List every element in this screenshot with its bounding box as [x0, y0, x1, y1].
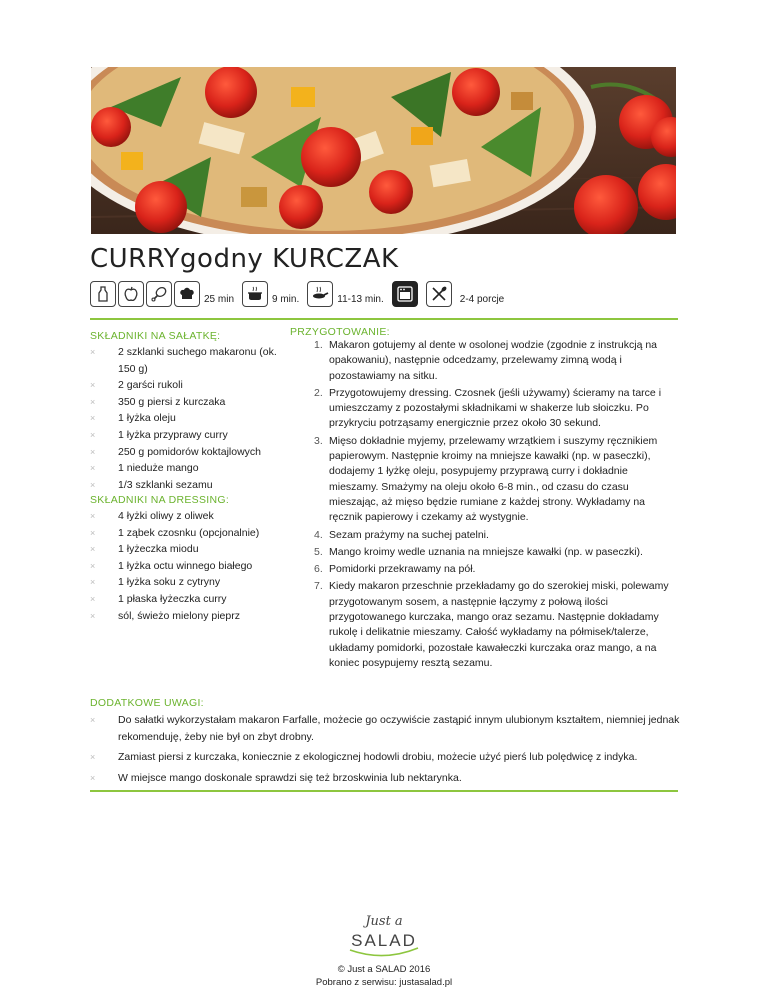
cook-time-pan: 11-13 min.: [337, 294, 384, 305]
divider-bottom: [90, 790, 678, 792]
list-item: [90, 410, 290, 427]
bullet-marker: ×: [90, 527, 96, 538]
note-text: W miejsce mango doskonale sprawdzi się też brzoskwinia lub nektarynka.: [118, 771, 462, 784]
note-text: Do sałatki wykorzystałam makaron Farfalle, możecie go oczywiście zastąpić innym ulubionym kształtem, niemniej jednak rekomenduję, żeby nie był on zbyt drobny.: [118, 714, 680, 743]
preparation-step: [292, 338, 676, 384]
note-item: [90, 712, 680, 745]
divider-top: [90, 318, 678, 320]
step-text: Makaron gotujemy al dente w osolonej wodzie (zgodnie z instrukcją na opakowaniu), następnie odcedzamy, przelewamy zimną wodą i pozostawiamy na sitku.: [329, 339, 658, 382]
notes-list: [90, 712, 680, 790]
preparation-step: [292, 528, 676, 543]
step-number: 4.: [314, 528, 323, 541]
step-number: 7.: [314, 580, 323, 593]
salad-ingredients-list: [90, 344, 290, 493]
list-item-text: 1 płaska łyżeczka curry: [118, 592, 227, 605]
preparation-steps: [292, 338, 676, 673]
list-item: [90, 344, 290, 377]
source-text: Pobrano z serwisu: justasalad.pl: [315, 977, 453, 988]
list-item-text: 1 ząbek czosnku (opcjonalnie): [118, 526, 260, 539]
drumstick-icon: [146, 281, 172, 307]
list-item-text: 2 garści rukoli: [118, 379, 183, 392]
pan-icon: [307, 281, 333, 307]
salad-ingredients-heading: SKŁADNIKI NA SAŁATKĘ:: [90, 330, 221, 342]
list-item: [90, 508, 290, 525]
preparation-heading: PRZYGOTOWANIE:: [290, 326, 390, 338]
list-item: [90, 394, 290, 411]
preparation-step: [292, 579, 676, 671]
hero-photo: [91, 67, 676, 234]
bullet-marker: ×: [90, 429, 96, 440]
list-item-text: 350 g piersi z kurczaka: [118, 395, 226, 408]
pot-icon: [242, 281, 268, 307]
bullet-marker: ×: [90, 715, 96, 725]
step-number: 5.: [314, 545, 323, 558]
list-item-text: 2 szklanki suchego makaronu (ok. 150 g): [118, 346, 277, 375]
bullet-marker: ×: [90, 577, 96, 588]
list-item-text: 1 łyżka przyprawy curry: [118, 428, 228, 441]
list-item: [90, 377, 290, 394]
apple-icon: [118, 281, 144, 307]
list-item: [90, 460, 290, 477]
just-a-salad-logo: [336, 910, 432, 960]
notes-heading: DODATKOWE UWAGI:: [90, 697, 204, 709]
oven-icon: [392, 281, 418, 307]
bullet-marker: ×: [90, 347, 96, 357]
list-item-text: 1/3 szklanki sezamu: [118, 478, 213, 491]
bullet-marker: ×: [90, 752, 96, 763]
step-text: Pomidorki przekrawamy na pół.: [329, 563, 476, 576]
recipe-title: CURRYgodny KURCZAK: [90, 244, 399, 274]
list-item: [90, 574, 290, 591]
prep-time: 25 min: [204, 294, 235, 305]
bullet-marker: ×: [90, 413, 96, 424]
note-text: Zamiast piersi z kurczaka, koniecznie z ekologicznej hodowli drobiu, możecie użyć pierś lub polędwicę z indyka.: [118, 751, 638, 764]
list-item: [90, 444, 290, 461]
bullet-marker: ×: [90, 593, 96, 604]
list-item-text: 250 g pomidorów koktajlowych: [118, 445, 261, 458]
note-item: [90, 749, 680, 766]
dressing-ingredients-heading: SKŁADNIKI NA DRESSING:: [90, 494, 230, 506]
list-item-text: 1 łyżka soku z cytryny: [118, 576, 221, 589]
bullet-marker: ×: [90, 479, 96, 490]
servings: 2-4 porcje: [459, 294, 505, 305]
list-item: [90, 608, 290, 625]
bullet-marker: ×: [90, 463, 96, 474]
list-item: [90, 427, 290, 444]
list-item-text: 4 łyżki oliwy z oliwek: [118, 510, 214, 522]
list-item: [90, 477, 290, 494]
step-text: Mięso dokładnie myjemy, przelewamy wrzątkiem i suszymy ręcznikiem papierowym. Następnie kroimy na mniejsze kawałki (np. w paseczki), dodajemy 1 łyżkę oleju, posypujemy przyprawą curry i dokładnie mieszamy. Smażymy na oleju około 6-8 min., od czasu do czasu mieszając, aż mięso będzie rumiane z każdej strony. Wykładamy na ręcznik papierowy i czekamy aż wystygnie.: [329, 434, 658, 524]
chef-hat-icon: [174, 281, 200, 307]
list-item-text: 1 nieduże mango: [118, 462, 199, 475]
bullet-marker: ×: [90, 511, 96, 521]
cutlery-icon: [426, 281, 452, 307]
preparation-step: [292, 562, 676, 577]
bullet-marker: ×: [90, 380, 96, 391]
step-number: 1.: [314, 339, 323, 351]
logo-line1: Just a: [365, 914, 403, 929]
step-number: 6.: [314, 563, 323, 576]
list-item-text: 1 łyżeczka miodu: [118, 543, 199, 556]
bullet-marker: ×: [90, 772, 96, 783]
step-number: 3.: [314, 434, 323, 447]
salad-photo-illustration: [91, 67, 676, 234]
recipe-meta-row: [90, 277, 512, 307]
list-item: [90, 558, 290, 575]
step-text: Sezam prażymy na suchej patelni.: [329, 528, 489, 541]
bullet-marker: ×: [90, 446, 96, 457]
preparation-step: [292, 386, 676, 432]
step-number: 2.: [314, 386, 323, 399]
logo-line2: SALAD: [351, 931, 417, 950]
note-item: [90, 770, 680, 787]
preparation-step: [292, 434, 676, 526]
list-item-text: sól, świeżo mielony pieprz: [118, 609, 240, 622]
preparation-step: [292, 545, 676, 560]
bullet-marker: ×: [90, 396, 96, 407]
step-text: Mango kroimy wedle uznania na mniejsze kawałki (np. w paseczki).: [329, 545, 643, 558]
cook-time-pot: 9 min.: [272, 294, 300, 305]
bullet-marker: ×: [90, 544, 96, 555]
dressing-ingredients-list: [90, 508, 290, 624]
bullet-marker: ×: [90, 610, 96, 621]
step-text: Przygotowujemy dressing. Czosnek (jeśli używamy) ścieramy na tarce i umieszczamy z pozostałymi składnikami w shakerze lub słoiczku. Po przykryciu potrząsamy energicznie przez około 30 sekund.: [329, 386, 662, 430]
list-item: [90, 591, 290, 608]
bottle-icon: [90, 281, 116, 307]
list-item: [90, 525, 290, 542]
list-item-text: 1 łyżka oleju: [118, 412, 176, 425]
list-item-text: 1 łyżka octu winnego białego: [118, 559, 253, 572]
bullet-marker: ×: [90, 560, 96, 571]
list-item: [90, 541, 290, 558]
step-text: Kiedy makaron przeschnie przekładamy go do szerokiej miski, polewamy przygotowanym sosem, a następnie łączymy z połową ilości przygotowanego kurczaka, mango oraz sezamu. Następnie dokładamy rukolę i delikatnie mieszamy. Całość wykładamy na półmisek/talerze, układamy pomidorki, pozostałe kawałeczki kurczaka oraz mango, a na koniec posypujemy resztą sezamu.: [329, 580, 669, 669]
copyright-text: © Just a SALAD 2016: [337, 964, 431, 975]
